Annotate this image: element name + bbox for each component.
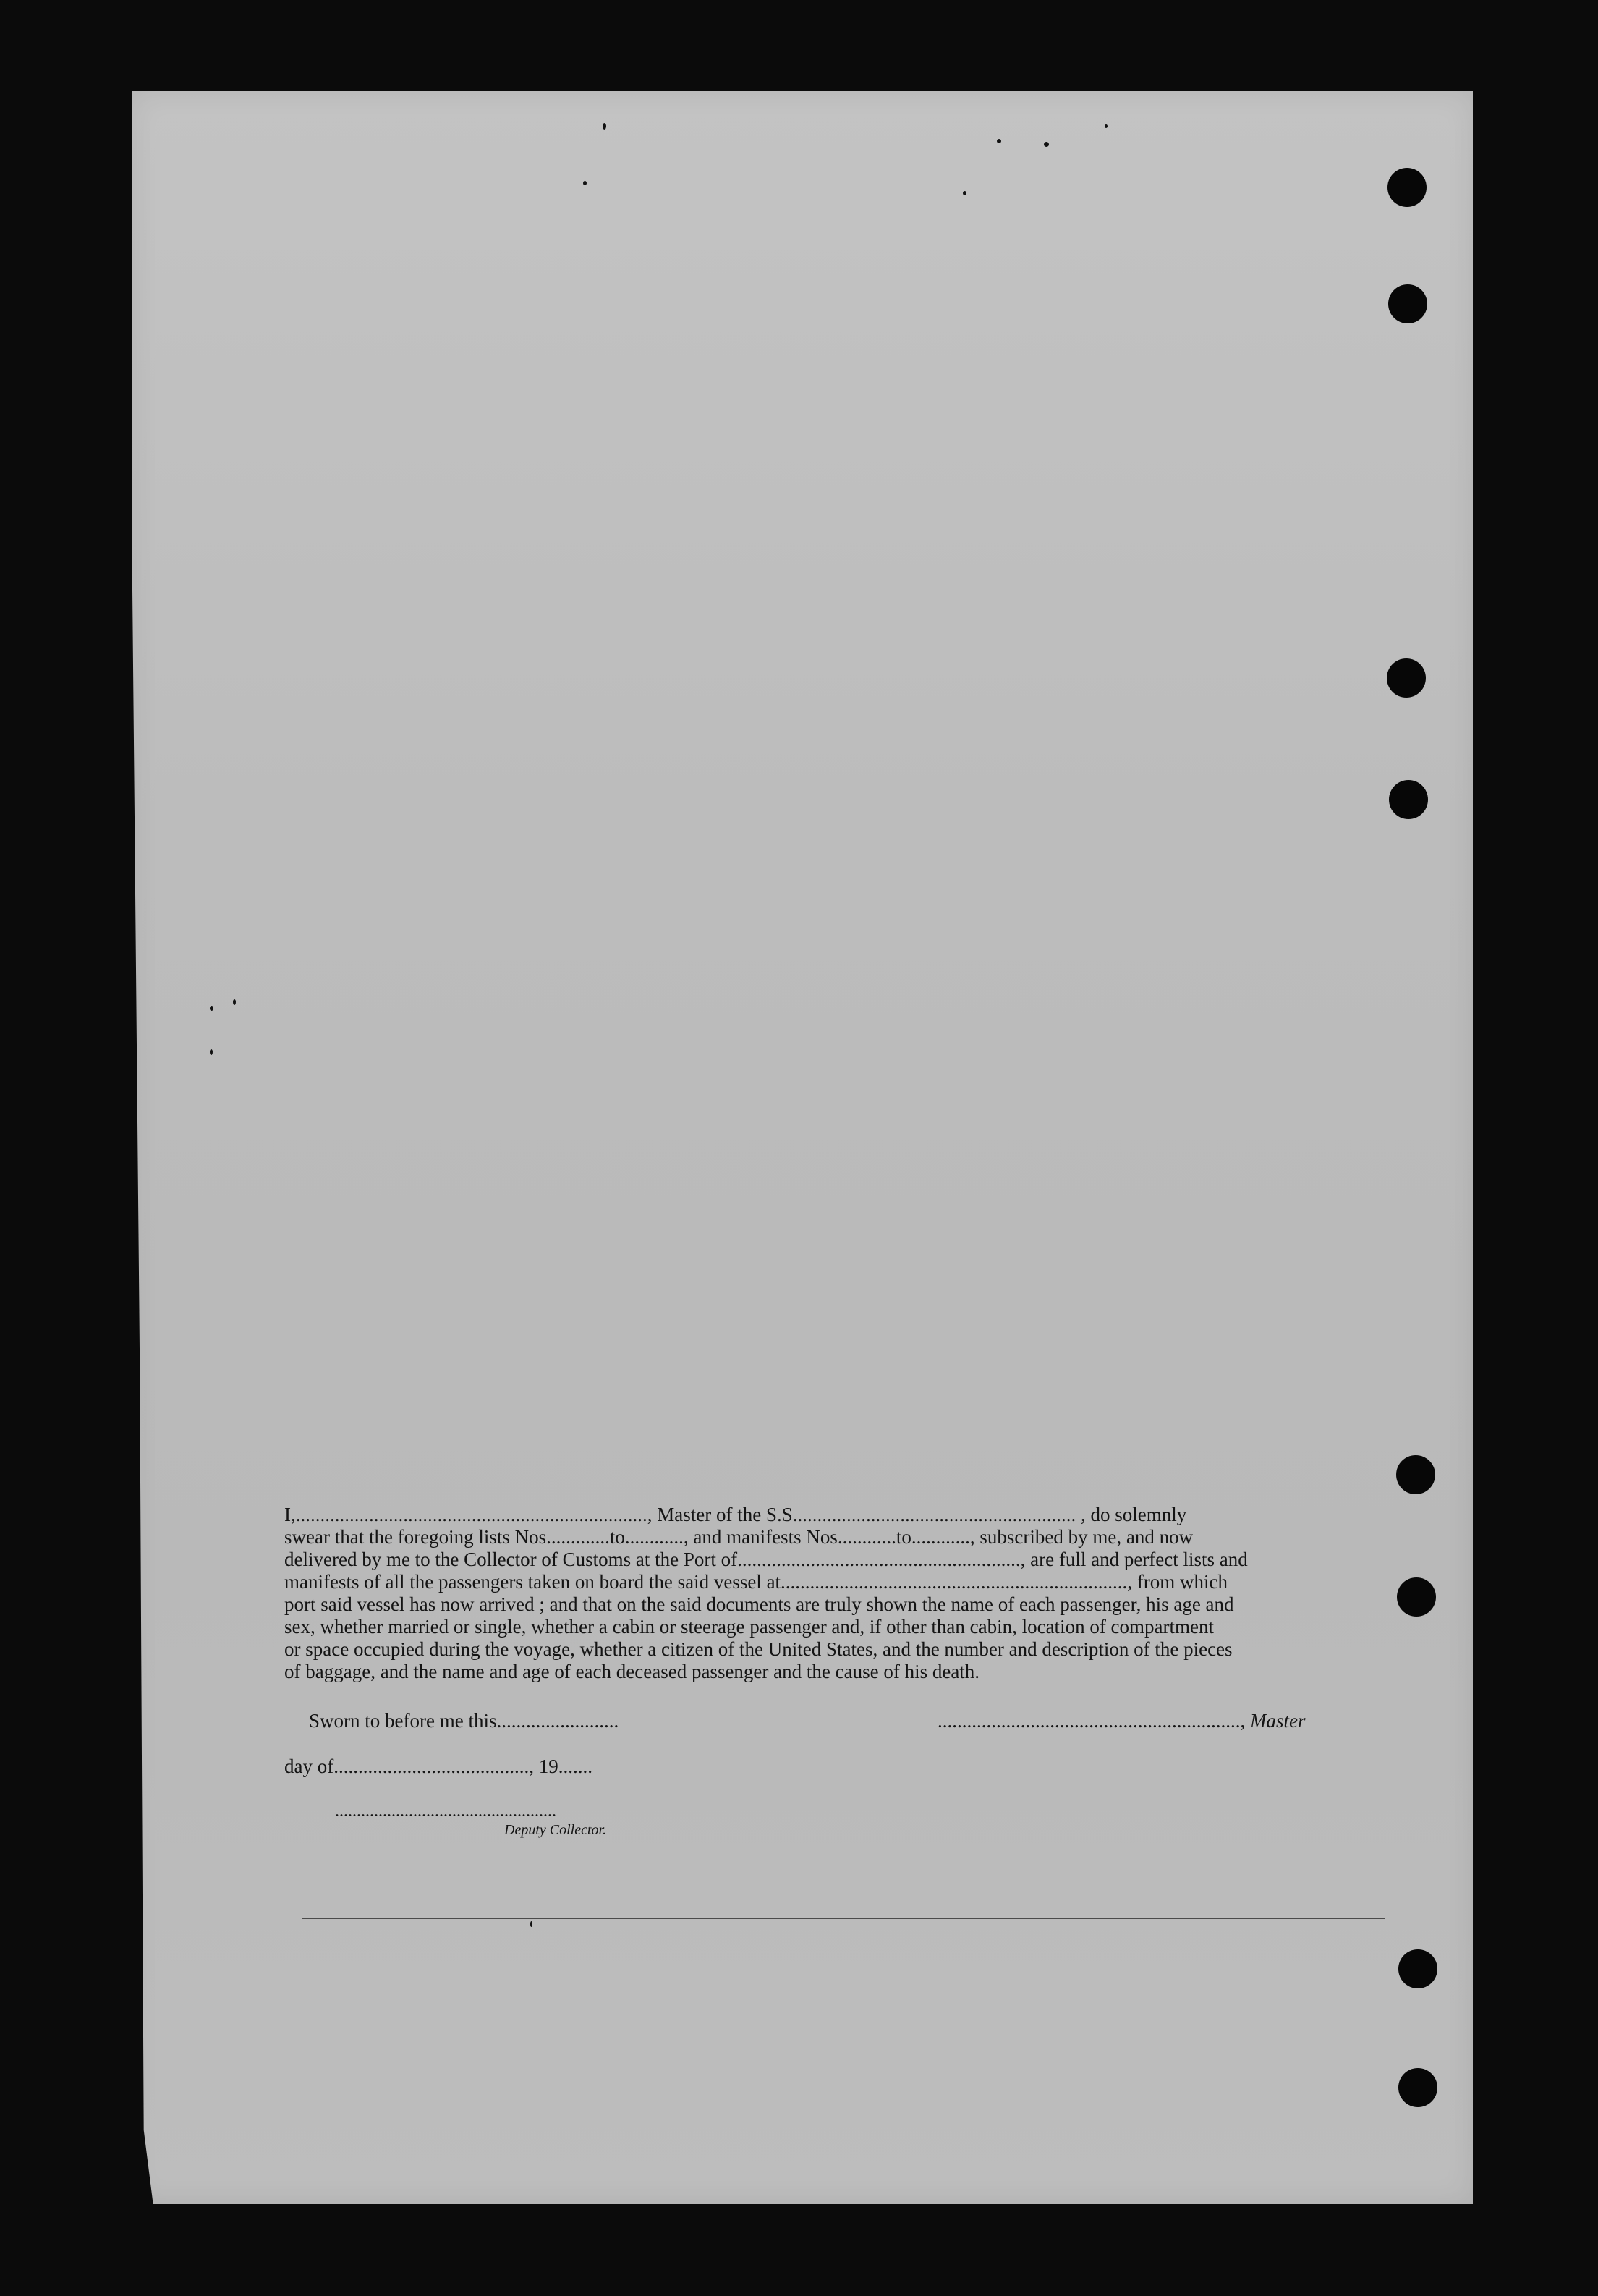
punch-hole [1388, 284, 1427, 323]
deputy-collector-label: Deputy Collector. [504, 1822, 607, 1838]
oath-paragraph [284, 1504, 1382, 1683]
punch-hole [1396, 1455, 1435, 1494]
dust-speck [233, 999, 236, 1005]
dust-speck [603, 123, 606, 130]
punch-hole [1387, 168, 1427, 207]
dust-speck [583, 181, 587, 185]
master-signature-line [938, 1710, 1306, 1732]
master-signature-dots: .............................................................., [938, 1710, 1246, 1732]
dust-speck [997, 139, 1001, 143]
oath-line: of baggage, and the name and age of each deceased passenger and the cause of his death. [284, 1661, 980, 1682]
day-of-line: day of........................................, 19....... [284, 1755, 592, 1777]
punch-hole [1398, 1949, 1437, 1988]
master-label: Master [1250, 1710, 1306, 1732]
dust-speck [210, 1049, 213, 1055]
dust-speck [1105, 124, 1108, 128]
oath-line: or space occupied during the voyage, whether a citizen of the United States, and the number and description of the pieces [284, 1638, 1233, 1660]
sworn-line: Sworn to before me this......................... [309, 1710, 619, 1732]
dust-speck [210, 1006, 213, 1011]
oath-line: port said vessel has now arrived ; and that on the said documents are truly shown the name of each passenger, his age and [284, 1593, 1234, 1615]
bottom-rule [302, 1918, 1385, 1919]
punch-hole [1389, 780, 1428, 819]
punch-hole [1397, 1577, 1436, 1617]
oath-line: manifests of all the passengers taken on board the said vessel at......................................................................., from which [284, 1571, 1228, 1593]
punch-hole [1387, 658, 1426, 698]
oath-line: I,........................................................................, Master of the S.S.......................................................... , do solemnly [284, 1504, 1187, 1525]
oath-line: swear that the foregoing lists Nos.............to............, and manifests Nos............to............, subscribed by me, and now [284, 1526, 1194, 1548]
dust-speck [1044, 142, 1049, 147]
punch-hole [1398, 2068, 1437, 2107]
document-page [132, 91, 1473, 2204]
dust-speck [963, 191, 966, 195]
oath-line: delivered by me to the Collector of Customs at the Port of.........................................................., are full and perfect lists and [284, 1549, 1248, 1570]
oath-line: sex, whether married or single, whether a cabin or steerage passenger and, if other than cabin, location of compartment [284, 1616, 1215, 1638]
deputy-signature-dots: ................................................... [335, 1802, 556, 1821]
dust-speck [530, 1921, 532, 1927]
